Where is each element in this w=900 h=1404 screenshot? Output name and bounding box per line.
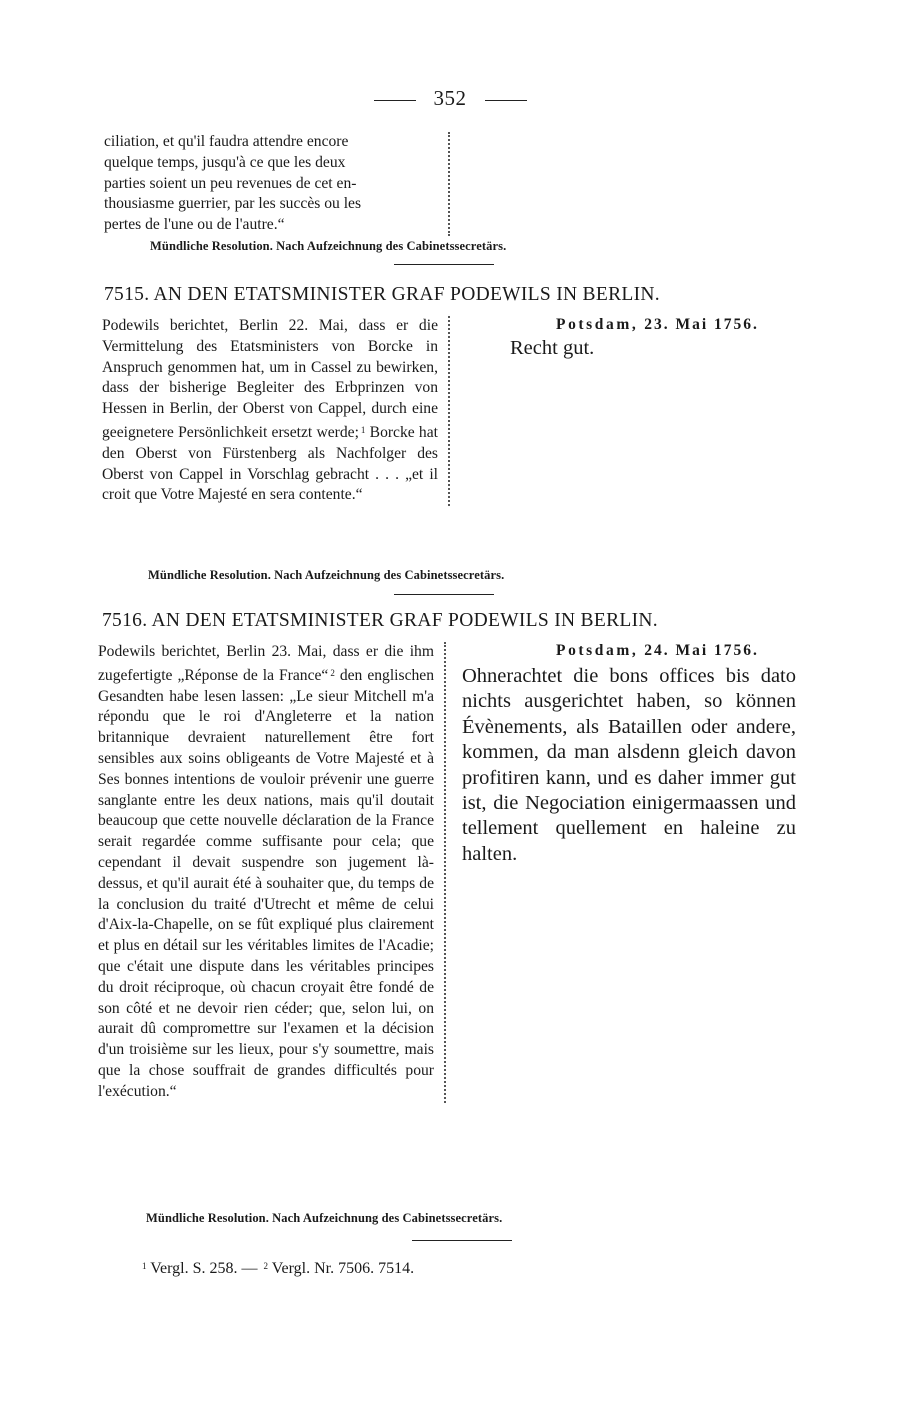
footnote-text: Vergl. Nr. 7506. 7514.	[271, 1260, 415, 1277]
footnote-ref: 2	[330, 667, 335, 678]
document-heading: 7516. AN DEN ETATSMINISTER GRAF PODEWILS IN BERLIN.	[102, 610, 658, 631]
continuation-line: pertes de l'une ou de l'autre.“	[104, 216, 285, 234]
header-rule-right	[485, 100, 527, 101]
document-heading: 7515. AN DEN ETATSMINISTER GRAF PODEWILS IN BERLIN.	[104, 284, 660, 305]
footnote-text: Vergl. S. 258. —	[150, 1260, 258, 1277]
footnotes	[140, 1260, 414, 1278]
dateline-date: 24. Mai 1756.	[644, 642, 759, 659]
page-header	[0, 86, 900, 111]
royal-reply: Ohnerachtet die bons offices bis dato nichts ausgerichtet haben, so können Évènements, als Bataillen oder andere, kommen, da man alsdenn gleich davon profitiren kann, und es daher immer gut ist, die Negociation einigermaassen und tellement quellement en haleine zu halten.	[462, 665, 796, 865]
continuation-line: parties soient un peu revenues de cet en-	[104, 174, 357, 192]
section-rule	[394, 264, 494, 265]
royal-reply: Recht gut.	[510, 337, 595, 359]
continuation-line: thousiasme guerrier, par les succès ou les	[104, 195, 362, 213]
footnote-rule	[412, 1240, 512, 1241]
report-text: Podewils berichtet, Berlin 22. Mai, dass er die Vermittelung des Etatsministers von Borcke in Anspruch genommen hat, um in Cassel zu bewirken, dass der bisherige Begleiter des Erbprinzen von Hessen in Berlin, der Oberst von Cappel, durch eine geeignetere Persönlichkeit ersetzt werde;	[102, 317, 438, 441]
resolution-note: Mündliche Resolution. Nach Aufzeichnung des Cabinetssecretärs.	[150, 239, 507, 253]
report-text-cont: den englischen Gesandten habe lesen lassen: „Le sieur Mitchell m'a répondu que le roi d'Angleterre et la nation britannique devraient naturellement être fort sensibles aux soins obligeants de Votre Majesté et à Ses bonnes intentions de vouloir prévenir une guerre sanglante entre les deux nations, mais qu'il doutait beaucoup que cette nouvelle déclaration de la France serait regardée comme suffisante pour cela; que cependant il devait suspendre son jugement là-dessus, et qu'il aurait été à souhaiter que, du temps de la conclusion du traité d'Utrecht et même de celui d'Aix-la-Chapelle, on se fût expliqué plus clairement et plus en détail sur les véritables limites de l'Acadie; que c'était une dispute dans les véritables principes du droit réciproque, où chacun croyait être fondé de son côté et ne devoir rien céder; que, selon lui, on aurait dû compromettre sur l'examen et la décision d'un troisième sur les lieux, pour s'y soumettre, mais que la chose souffrait de grandes difficultés pour l'exécution.“	[98, 666, 435, 1100]
continuation-line: quelque temps, jusqu'à ce que les deux	[104, 153, 346, 171]
resolution-note: Mündliche Resolution. Nach Aufzeichnung des Cabinetssecretärs.	[148, 568, 505, 582]
page-number: 352	[433, 86, 467, 110]
continuation-line: ciliation, et qu'il faudra attendre encore	[104, 133, 349, 150]
report-text: Podewils berichtet, Berlin 23. Mai, dass er die ihm zugefertigte „Réponse de la France“	[98, 643, 434, 684]
dateline	[556, 642, 796, 660]
footnote-mark: 1	[142, 1261, 147, 1271]
reply-column	[510, 316, 800, 361]
dateline-place: Potsdam,	[556, 642, 639, 659]
section-rule	[394, 594, 494, 595]
dateline	[556, 316, 800, 334]
footnote-mark: 2	[263, 1261, 268, 1271]
resolution-note: Mündliche Resolution. Nach Aufzeichnung des Cabinetssecretärs.	[146, 1211, 503, 1225]
dateline-place: Potsdam,	[556, 316, 639, 333]
footnote-ref: 1	[360, 424, 366, 435]
header-rule-left	[374, 100, 416, 101]
dateline-date: 23. Mai 1756.	[644, 316, 759, 333]
reply-column	[462, 642, 796, 867]
continuation-text	[104, 132, 450, 236]
report-summary	[98, 642, 446, 1103]
report-summary	[102, 316, 450, 506]
report-text-cont: Borcke hat den Oberst von Fürstenberg als Nachfolger des Oberst von Cappel in Vorschlag gebracht . . . „et il croit que Votre Majesté en sera contente.“	[102, 423, 438, 504]
